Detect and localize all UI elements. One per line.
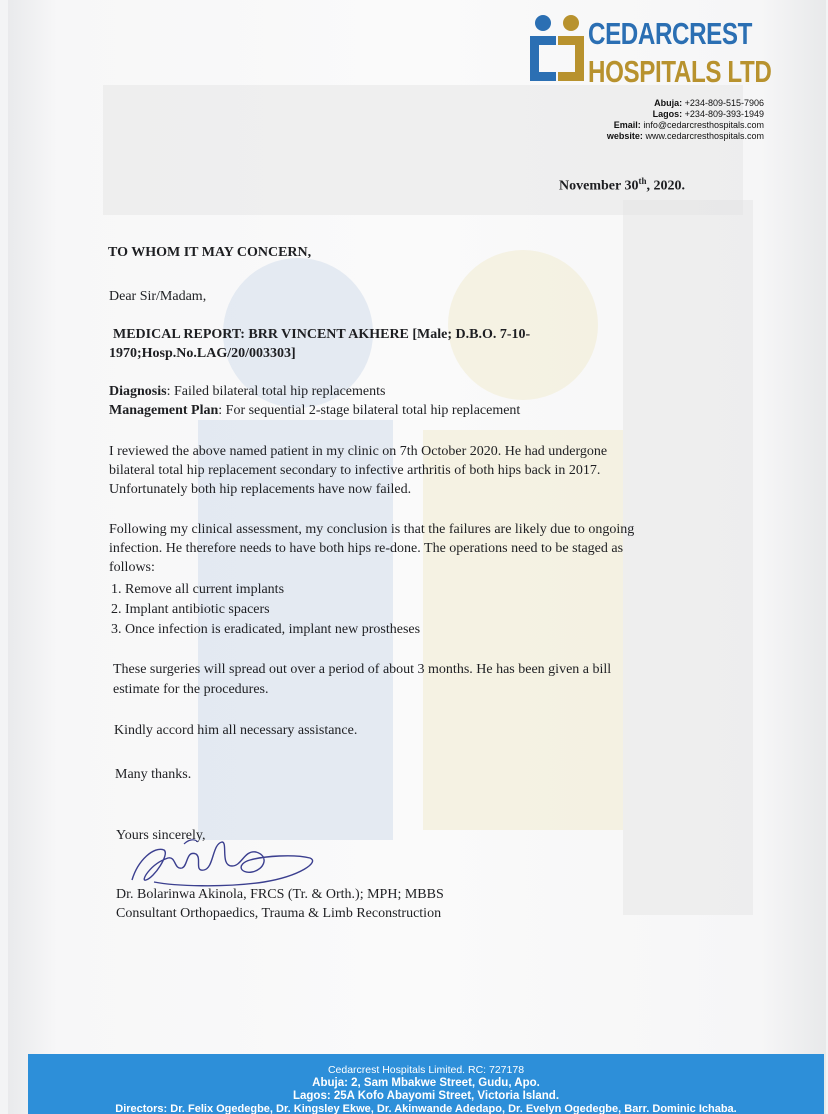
paragraph-3-line-2: estimate for the procedures. — [113, 682, 269, 697]
footer-lagos-address: Lagos: 25A Kofo Abayomi Street, Victoria Island. — [292, 1090, 560, 1102]
date-day: November 30 — [559, 178, 639, 194]
email-address: info@cedarcresthospitals.com — [643, 120, 764, 130]
paragraph-2-line-3: follows: — [109, 560, 155, 575]
letterhead-footer — [28, 1054, 824, 1114]
paragraph-2-line-1: Following my clinical assessment, my conclusion is that the failures are likely due to ongoing — [109, 522, 635, 537]
date-year: , 2020. — [646, 178, 685, 194]
hospital-logo-icon — [526, 12, 588, 96]
plan-text: : For sequential 2-stage bilateral total hip replacement — [218, 403, 521, 418]
step-item: 1. Remove all current implants — [111, 582, 285, 597]
closing-line: Yours sincerely, — [116, 828, 206, 843]
step-item: 3. Once infection is eradicated, implant new prostheses — [111, 622, 421, 637]
abuja-phone: +234-809-515-7906 — [684, 98, 764, 108]
paragraph-3-line-1: These surgeries will spread out over a period of about 3 months. He has been given a bill — [113, 662, 612, 677]
diagnosis-line — [109, 382, 385, 401]
paragraph-1-line-1: I reviewed the above named patient in my clinic on 7th October 2020. He had undergone — [109, 444, 608, 459]
plan-label: Management Plan — [109, 403, 219, 418]
paragraph-1-line-2: bilateral total hip replacement secondary to infective arthritis of both hips back in 2017. — [109, 463, 601, 478]
brand-name-line2: HOSPITALS LTD — [588, 54, 772, 89]
footer-directors: Directors: Dr. Felix Ogedegbe, Dr. Kingsley Ekwe, Dr. Akinwande Adedapo, Dr. Evelyn Ogedegbe, Barr. Dominic Ichaba. — [115, 1103, 737, 1114]
lagos-label: Lagos: — [652, 109, 683, 119]
signatory-title: Consultant Orthopaedics, Trauma & Limb Reconstruction — [116, 906, 442, 921]
paragraph-2-line-2: infection. He therefore needs to have both hips re-done. The operations need to be staged as — [109, 541, 624, 556]
website-label: website: — [606, 131, 643, 141]
watermark-block-gold — [423, 430, 623, 830]
email-label: Email: — [613, 120, 641, 130]
watermark-strip — [623, 200, 753, 915]
footer-company: Cedarcrest Hospitals Limited. RC: 727178 — [327, 1064, 525, 1076]
letter-date — [559, 172, 685, 196]
footer-abuja-address: Abuja: 2, Sam Mbakwe Street, Gudu, Apo. — [312, 1077, 540, 1089]
subject-line-2: 1970;Hosp.No.LAG/20/003303] — [109, 346, 296, 361]
management-plan-line — [109, 401, 520, 420]
brand-name-line1: CEDARCREST — [588, 16, 753, 51]
step-item: 2. Implant antibiotic spacers — [111, 602, 270, 617]
website-address: www.cedarcresthospitals.com — [645, 131, 764, 141]
diagnosis-label: Diagnosis — [109, 384, 167, 399]
salutation: Dear Sir/Madam, — [109, 289, 207, 304]
abuja-label: Abuja: — [654, 98, 683, 108]
lagos-phone: +234-809-393-1949 — [684, 109, 764, 119]
signatory-name: Dr. Bolarinwa Akinola, FRCS (Tr. & Orth.); MPH; MBBS — [116, 887, 444, 902]
date-sup: th — [638, 176, 647, 186]
thanks-line: Many thanks. — [115, 767, 192, 782]
letter-page — [8, 0, 826, 1114]
subject-line-1: MEDICAL REPORT: BRR VINCENT AKHERE [Male; D.B.O. 7-10- — [113, 327, 531, 342]
hospital-logo — [526, 12, 776, 102]
contact-block — [607, 98, 764, 142]
paragraph-4: Kindly accord him all necessary assistance. — [114, 723, 358, 738]
addressee: TO WHOM IT MAY CONCERN, — [108, 245, 312, 260]
diagnosis-text: : Failed bilateral total hip replacements — [166, 384, 386, 399]
paragraph-1-line-3: Unfortunately both hip replacements have now failed. — [109, 482, 412, 497]
